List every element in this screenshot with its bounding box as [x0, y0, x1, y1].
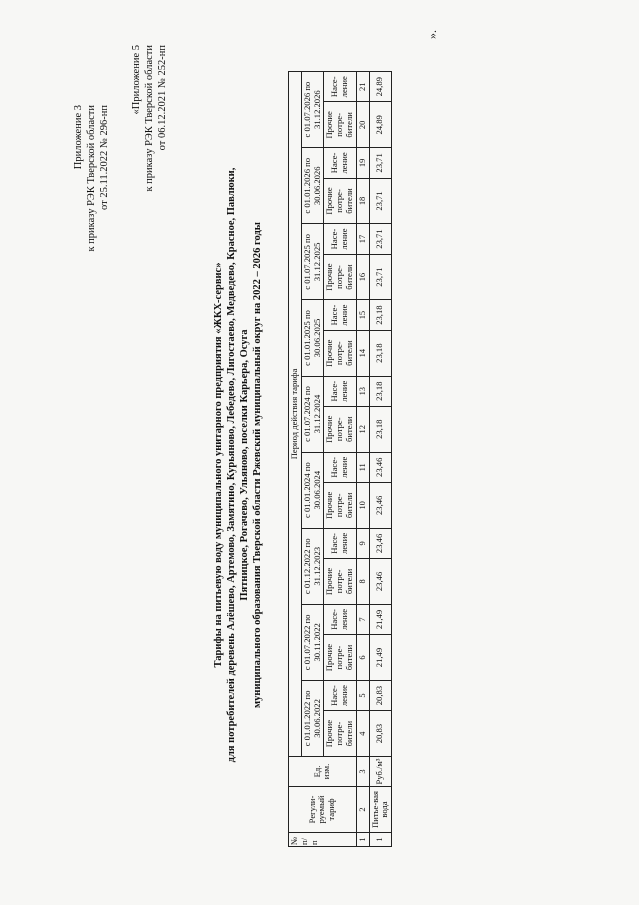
tariff-value: 23,46	[369, 452, 392, 482]
header-number: № п/п	[289, 833, 357, 847]
tariff-value: 23,46	[369, 482, 392, 528]
period-header: с 01.01.2024 по 30.06.2024	[301, 452, 324, 528]
column-number: 3	[356, 757, 369, 787]
closing-quote: ».	[425, 30, 439, 39]
tariff-table	[288, 71, 392, 847]
consumer-other-header: Прочие потре-бители	[324, 482, 356, 528]
column-number: 18	[356, 178, 369, 224]
period-header: с 01.01.2022 по 30.06.2022	[301, 680, 324, 756]
column-number: 10	[356, 482, 369, 528]
header-row-periods	[301, 72, 324, 847]
header-row-1	[289, 72, 302, 847]
consumer-population-header: Насе-ление	[324, 528, 356, 558]
tariff-value: 23,71	[369, 148, 392, 178]
period-header: с 01.07.2024 по 31.12.2024	[301, 376, 324, 452]
period-header: с 01.07.2022 по 30.11.2022	[301, 604, 324, 680]
row-number: 1	[369, 833, 392, 847]
column-number: 4	[356, 711, 369, 757]
title-line-1: Тарифы на питьевую воду муниципального унитарного предприятия «ЖКХ-сервис»	[213, 262, 224, 668]
column-number: 8	[356, 559, 369, 605]
header-unit: Ед. изм.	[289, 757, 357, 787]
column-number: 14	[356, 330, 369, 376]
tariff-value: 24,89	[369, 102, 392, 148]
column-number: 1	[356, 833, 369, 847]
column-number: 20	[356, 102, 369, 148]
consumer-population-header: Насе-ление	[324, 72, 356, 102]
header-tariff: Регули-руемый тариф	[289, 787, 357, 833]
tariff-value: 21,49	[369, 604, 392, 634]
consumer-other-header: Прочие потре-бители	[324, 406, 356, 452]
tariff-value: 23,18	[369, 330, 392, 376]
title-line-2: для потребителей деревень Алёшево, Артемово, Замятино, Курьяново, Лебедево, Лигостаево, Медведево, Красное, Павлюки,	[226, 167, 237, 763]
column-number: 19	[356, 148, 369, 178]
consumer-population-header: Насе-ление	[324, 452, 356, 482]
column-number: 17	[356, 224, 369, 254]
tariff-value: 21,49	[369, 635, 392, 681]
annex-3-line-2: к приказу РЭК Тверской области	[86, 105, 97, 252]
consumer-population-header: Насе-ление	[324, 300, 356, 330]
consumer-population-header: Насе-ление	[324, 148, 356, 178]
column-number: 16	[356, 254, 369, 300]
table-row	[369, 72, 392, 847]
column-number: 5	[356, 680, 369, 710]
header-period: Период действия тарифа	[289, 72, 302, 757]
tariff-value: 24,89	[369, 72, 392, 102]
column-number: 15	[356, 300, 369, 330]
period-header: с 01.01.2025 по 30.06.2025	[301, 300, 324, 376]
tariff-value: 23,71	[369, 178, 392, 224]
column-number: 12	[356, 406, 369, 452]
consumer-other-header: Прочие потре-бители	[324, 254, 356, 300]
title-line-4: муниципального образования Тверской области Ржевский муниципальный округ на 2022 – 2026 годы	[252, 222, 263, 708]
tariff-value: 23,71	[369, 224, 392, 254]
column-number: 13	[356, 376, 369, 406]
annex-5-line-2: к приказу РЭК Тверской области	[144, 45, 155, 192]
column-number: 7	[356, 604, 369, 634]
consumer-other-header: Прочие потре-бители	[324, 635, 356, 681]
column-number: 2	[356, 787, 369, 833]
period-header: с 01.01.2026 по 30.06.2026	[301, 148, 324, 224]
consumer-population-header: Насе-ление	[324, 680, 356, 710]
row-unit: Руб./м³	[369, 757, 392, 787]
consumer-population-header: Насе-ление	[324, 604, 356, 634]
row-tariff-name: Питье-вая вода	[369, 787, 392, 833]
consumer-other-header: Прочие потре-бители	[324, 559, 356, 605]
column-number: 11	[356, 452, 369, 482]
consumer-other-header: Прочие потре-бители	[324, 178, 356, 224]
tariff-value: 23,18	[369, 300, 392, 330]
column-number: 6	[356, 635, 369, 681]
tariff-value: 23,46	[369, 559, 392, 605]
annex-3-header	[72, 105, 111, 345]
annex-3-line-1: Приложение 3	[73, 105, 84, 170]
consumer-population-header: Насе-ление	[324, 376, 356, 406]
period-header: с 01.07.2026 по 31.12.2026	[301, 72, 324, 148]
consumer-other-header: Прочие потре-бители	[324, 102, 356, 148]
annex-3-line-3: от 25.11.2022 № 296-нп	[99, 105, 110, 210]
title-line-3: Пятницкое, Рогачево, Ульяново, поселки Карьера, Осуга	[239, 329, 250, 601]
column-number: 21	[356, 72, 369, 102]
tariff-value: 23,18	[369, 376, 392, 406]
column-number: 9	[356, 528, 369, 558]
header-row-consumers	[324, 72, 356, 847]
tariff-value: 20,83	[369, 680, 392, 710]
annex-5-line-3: от 06.12.2021 № 252-нп	[157, 45, 168, 151]
tariff-value: 23,71	[369, 254, 392, 300]
document-title	[212, 120, 264, 810]
annex-5-line-1: «Приложение 5	[131, 45, 142, 115]
tariff-value: 23,18	[369, 406, 392, 452]
tariff-value: 23,46	[369, 528, 392, 558]
period-header: с 01.07.2025 по 31.12.2025	[301, 224, 324, 300]
tariff-value: 20,83	[369, 711, 392, 757]
period-header: с 01.12.2022 по 31.12.2023	[301, 528, 324, 604]
consumer-other-header: Прочие потре-бители	[324, 330, 356, 376]
annex-5-header	[130, 45, 169, 305]
consumer-other-header: Прочие потре-бители	[324, 711, 356, 757]
consumer-population-header: Насе-ление	[324, 224, 356, 254]
column-number-row	[356, 72, 369, 847]
